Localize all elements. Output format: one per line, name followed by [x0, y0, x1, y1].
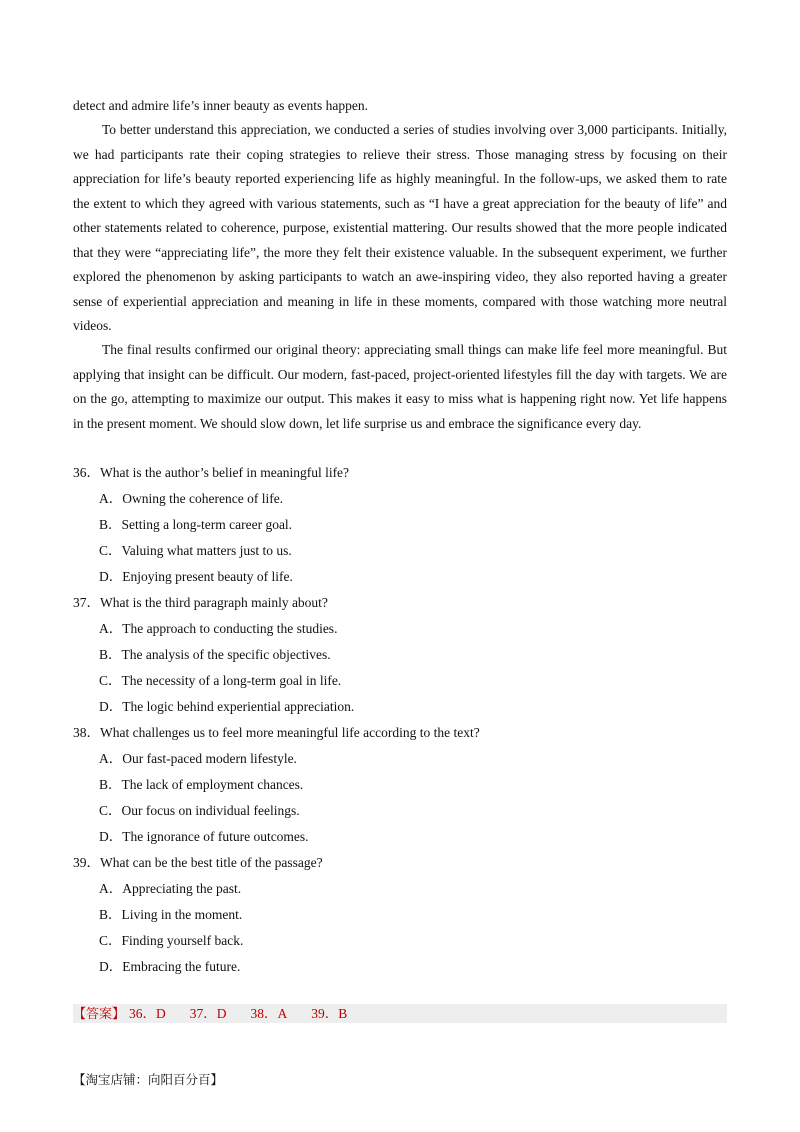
option-a: A．Our fast-paced modern lifestyle. — [99, 751, 297, 766]
question-39 — [73, 850, 727, 980]
shop-footer: 【淘宝店铺：向阳百分百】 — [73, 1072, 224, 1087]
option-d: D．Enjoying present beauty of life. — [99, 569, 293, 584]
passage-paragraph-results: The final results confirmed our original theory: appreciating small things can make life feel more meaningful. But applying that insight can be difficult. Our modern, fast-paced, project-oriented lifestyles fill the day with targets. We are on the go, attempting to maximize our output. This makes it easy to miss what is happening right now. Yet life happens in the present moment. We should slow down, let life surprise us and embrace the significance every day. — [73, 342, 727, 431]
option-d: D．Embracing the future. — [99, 959, 241, 974]
option-b: B．The analysis of the specific objectives. — [99, 647, 331, 662]
question-36 — [73, 460, 727, 590]
question-stem: 39．What can be the best title of the passage? — [73, 855, 323, 870]
option-b: B．Setting a long-term career goal. — [99, 517, 293, 532]
passage-paragraph-studies: To better understand this appreciation, we conducted a series of studies involving over 3,000 participants. Initially, we had participants rate their coping strategies to relieve their stress. Those managing stress by focusing on their appreciation for life’s beauty reported experiencing life as highly meaningful. In the follow-ups, we asked them to rate the extent to which they agreed with various statements, such as “I have a great appreciation for the beauty of life” and other statements related to coherence, purpose, existential mattering. Our results showed that the more people indicated that they were “appreciating life”, the more they felt their existence valuable. In the subsequent experiment, we further explored the phenomenon by asking participants to watch an awe-inspiring video, they also reported having a greater sense of experiential appreciation and meaning in life in these moments, compared with those watching more neutral videos. — [73, 122, 727, 333]
question-stem: 36．What is the author’s belief in meaningful life? — [73, 465, 350, 480]
option-c: C．Our focus on individual feelings. — [99, 803, 300, 818]
passage-paragraph-continued: detect and admire life’s inner beauty as events happen. — [73, 98, 369, 113]
question-stem: 37．What is the third paragraph mainly about? — [73, 595, 328, 610]
answer-key — [73, 1004, 727, 1023]
answer-37: 37．D — [189, 1006, 227, 1021]
answer-38: 38．A — [250, 1006, 288, 1021]
option-c: C．Finding yourself back. — [99, 933, 244, 948]
questions-section — [73, 460, 727, 980]
option-b: B．The lack of employment chances. — [99, 777, 304, 792]
question-37 — [73, 590, 727, 720]
question-38 — [73, 720, 727, 850]
option-c: C．The necessity of a long-term goal in life. — [99, 673, 342, 688]
option-d: D．The logic behind experiential appreciation. — [99, 699, 355, 714]
answer-39: 39．B — [311, 1006, 348, 1021]
question-stem: 38．What challenges us to feel more meaningful life according to the text? — [73, 725, 480, 740]
answer-36: 36．D — [129, 1006, 166, 1021]
option-a: A．The approach to conducting the studies. — [99, 621, 338, 636]
answer-label: 【答案】 — [73, 1007, 126, 1022]
option-c: C．Valuing what matters just to us. — [99, 543, 292, 558]
option-b: B．Living in the moment. — [99, 907, 243, 922]
option-a: A．Appreciating the past. — [99, 881, 242, 896]
option-a: A．Owning the coherence of life. — [99, 491, 284, 506]
option-d: D．The ignorance of future outcomes. — [99, 829, 309, 844]
